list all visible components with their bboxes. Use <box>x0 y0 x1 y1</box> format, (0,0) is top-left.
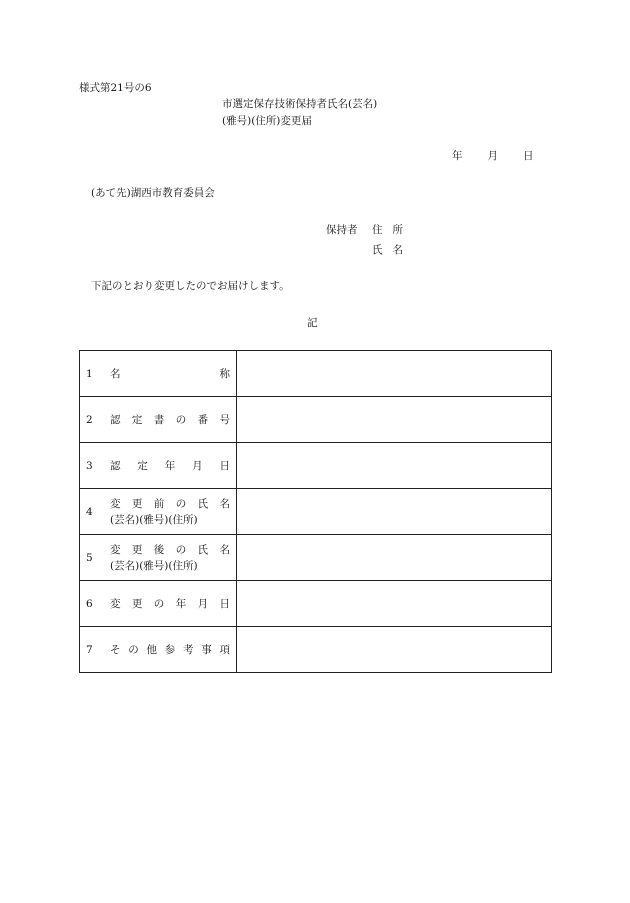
items-table <box>79 350 552 673</box>
item-value-field[interactable] <box>237 397 552 443</box>
item-label-main: 名称 <box>110 367 230 380</box>
item-number: 1 <box>80 351 111 397</box>
ki-heading: 記 <box>307 317 318 329</box>
item-label <box>110 535 237 581</box>
date-line <box>452 151 534 162</box>
item-number: 5 <box>80 535 111 581</box>
table-row <box>80 489 552 535</box>
item-label <box>110 489 237 535</box>
item-number: 6 <box>80 581 111 627</box>
item-value-field[interactable] <box>237 627 552 673</box>
form-number: 様式第21号の6 <box>79 82 152 94</box>
table-row <box>80 627 552 673</box>
table-row <box>80 397 552 443</box>
item-label <box>110 627 237 673</box>
item-value-field[interactable] <box>237 489 552 535</box>
table-row <box>80 535 552 581</box>
item-label-main: 変更の年月日 <box>110 597 230 610</box>
holder-label: 保持者 <box>326 224 358 236</box>
month-label: 月 <box>487 150 498 162</box>
item-label-main: 変更前の氏名 <box>110 497 230 510</box>
item-value-field[interactable] <box>237 535 552 581</box>
item-value-field[interactable] <box>237 581 552 627</box>
table-row <box>80 351 552 397</box>
item-label <box>110 397 237 443</box>
item-label <box>110 443 237 489</box>
item-value-field[interactable] <box>237 443 552 489</box>
document-title-line-1: 市選定保存技術保持者氏名(芸名) <box>222 98 378 110</box>
item-number: 7 <box>80 627 111 673</box>
item-number: 4 <box>80 489 111 535</box>
intro-text: 下記のとおり変更したのでお届けします。 <box>91 280 290 292</box>
year-label: 年 <box>452 150 463 162</box>
name-label: 氏名 <box>372 244 413 256</box>
item-number: 3 <box>80 443 111 489</box>
item-label-sub: (芸名)(雅号)(住所) <box>110 559 198 572</box>
item-number: 2 <box>80 397 111 443</box>
item-value-field[interactable] <box>237 351 552 397</box>
item-label-sub: (芸名)(雅号)(住所) <box>110 513 198 526</box>
item-label <box>110 351 237 397</box>
item-label-main: 認定書の番号 <box>110 413 230 426</box>
document-title-line-2: (雅号)(住所)変更届 <box>222 115 312 127</box>
item-label-main: 認定年月日 <box>110 459 230 472</box>
table-row <box>80 443 552 489</box>
item-label-main: その他参考事項 <box>110 643 230 656</box>
address-label: 住所 <box>372 224 413 236</box>
addressee: (あて先)湖西市教育委員会 <box>91 187 215 199</box>
day-label: 日 <box>523 150 534 162</box>
item-label <box>110 581 237 627</box>
table-row <box>80 581 552 627</box>
item-label-main: 変更後の氏名 <box>110 543 230 556</box>
